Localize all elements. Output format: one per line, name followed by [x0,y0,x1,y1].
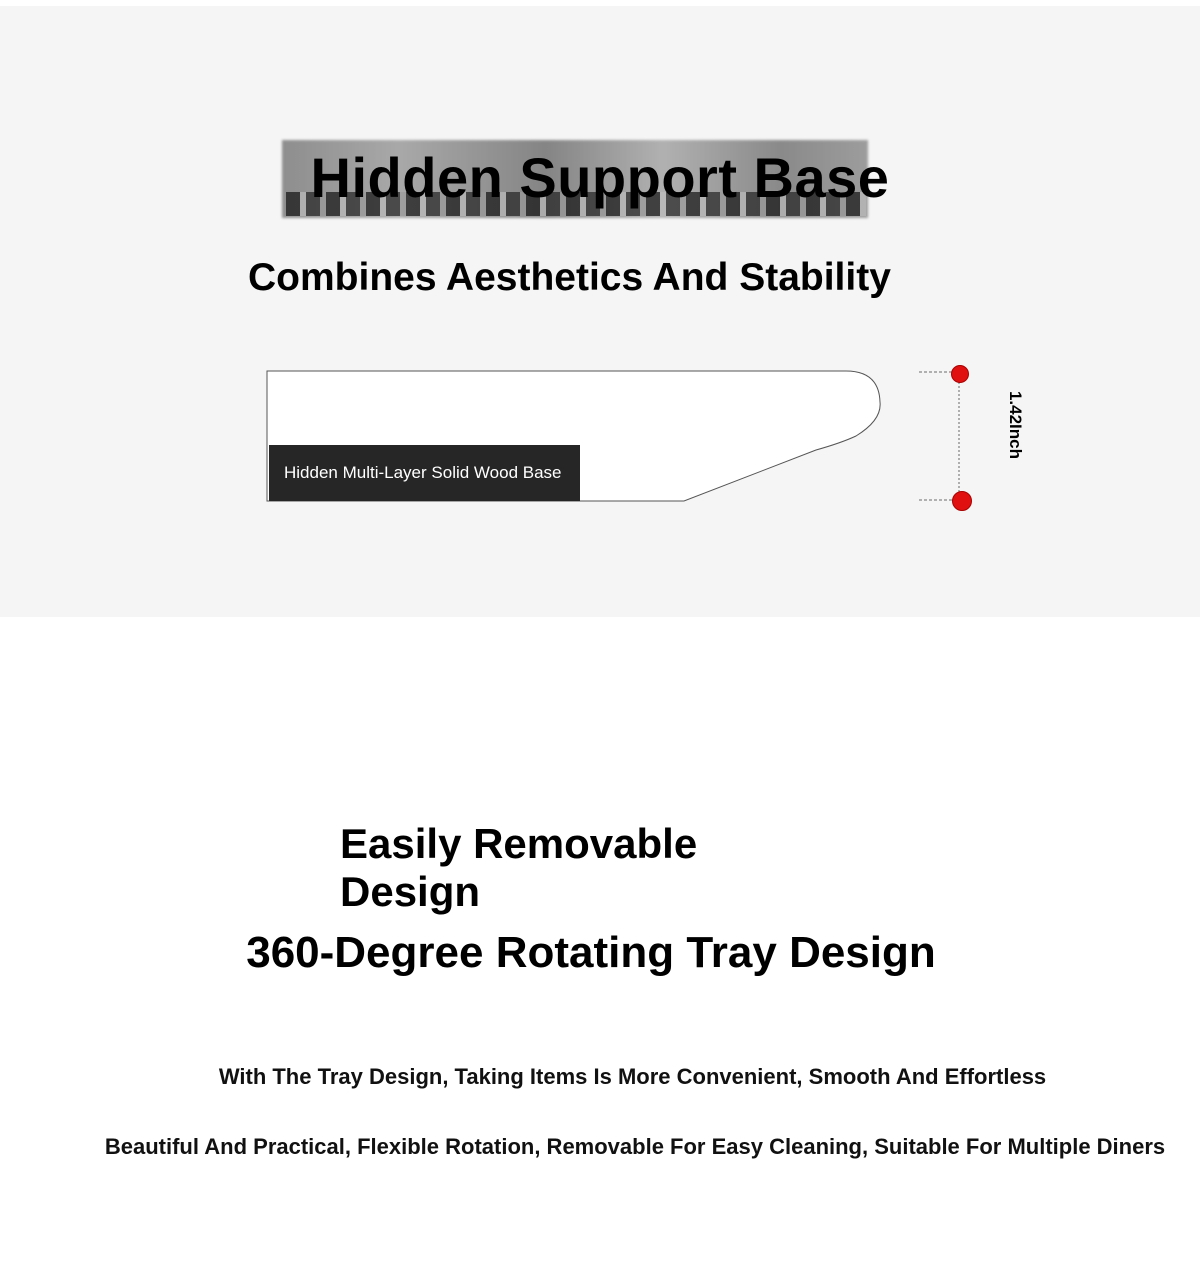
support-base-section [0,6,1200,617]
base-label: Hidden Multi-Layer Solid Wood Base [269,445,580,501]
dimension-bottom-dot [953,492,972,511]
tray-description-line-2: Beautiful And Practical, Flexible Rotation, Removable For Easy Cleaning, Suitable For Multiple Diners [104,1134,1166,1159]
rotating-tray-headline: 360-Degree Rotating Tray Design [246,928,936,977]
dimension-top-dot [952,366,969,383]
height-dimension-marker [914,360,984,516]
height-measurement-label: 1.42Inch [1006,390,1025,460]
removable-design-title: Easily Removable Design [340,820,698,915]
support-base-title: Hidden Support Base [310,146,890,209]
support-base-subtitle: Combines Aesthetics And Stability [248,256,891,299]
tray-description-line-1: With The Tray Design, Taking Items Is More Convenient, Smooth And Effortless [218,1064,1047,1089]
